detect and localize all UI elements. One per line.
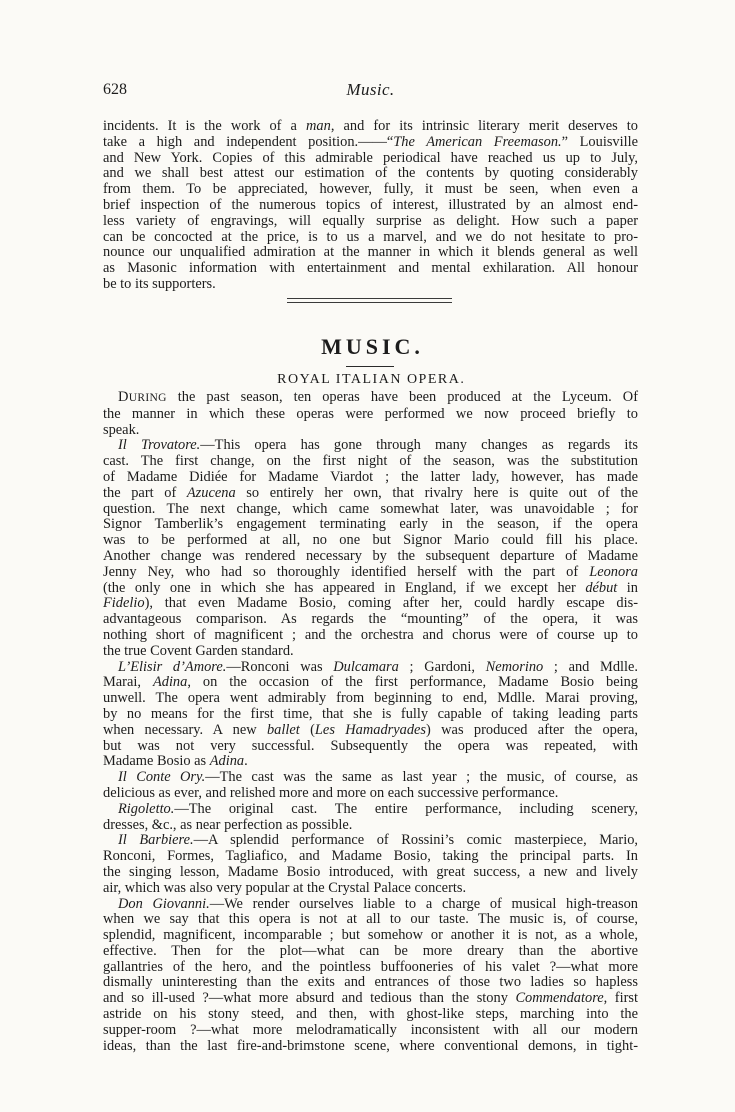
text-run: and so ill-used ?—what more absurd and tedious than the stony — [103, 990, 516, 1007]
text-run: when necessary. A new — [103, 721, 267, 738]
text-run: air, which was also very popular at the Crystal Palace concerts. — [103, 879, 467, 896]
text-run: the singing lesson, Madame Bosio introduced, with great success, a new and lively — [103, 863, 638, 880]
title-underline — [346, 366, 394, 367]
text-run: when we say that this opera is not at all to our taste. The music is, of course, — [103, 911, 638, 928]
text-line — [103, 454, 638, 470]
text-run: Ronconi, Formes, Tagliafico, and Madame Bosio, taking the principal parts. In — [103, 848, 638, 865]
text-line — [103, 166, 638, 182]
paragraph — [103, 438, 638, 659]
text-run: of Madame Didiée for Madame Viardot ; the latter lady, however, has made — [103, 468, 638, 485]
text-line — [103, 1039, 638, 1055]
text-run: ) was produced after the opera, — [426, 721, 639, 738]
text-run: and we shall best attest our estimation of the contents by quoting considerably — [103, 165, 638, 182]
text-run: ; and Mdlle. — [543, 658, 639, 675]
text-run: —We render ourselves liable to a charge of musical high-treason — [209, 895, 638, 912]
text-line — [103, 991, 638, 1007]
text-run: as Masonic information with entertainment and mental exhilaration. All honour — [103, 260, 638, 277]
text-run: (the only one in which she has appeared in England, if we except her — [103, 579, 586, 596]
small-caps-text: DURING — [118, 389, 167, 405]
running-header — [103, 81, 638, 101]
text-run: brief inspection of the numerous topics of interest, illustrated by an almost end- — [103, 196, 638, 213]
text-line — [103, 802, 638, 818]
text-line — [103, 833, 638, 849]
text-run: ( — [299, 721, 315, 738]
text-run: the part of — [103, 484, 187, 501]
text-line — [103, 581, 638, 597]
text-run: dismally uninteresting than the exits and entrances of those two ladies so hapless — [103, 974, 638, 991]
italic-text: Les Hamadryades — [314, 721, 427, 738]
text-run: delicious as ever, and relished more and more on each successive performance. — [103, 784, 559, 801]
text-line — [103, 897, 638, 913]
text-line — [103, 628, 638, 644]
text-run: unwell. The opera went admirably from beginning to end, Mdlle. Marai proving, — [103, 690, 638, 707]
text-line — [103, 214, 638, 230]
text-run: Madame Bosio as — [103, 753, 210, 770]
text-line — [103, 818, 638, 834]
text-run: . — [244, 753, 248, 770]
text-line — [103, 865, 638, 881]
text-run: but was not very successful. Subsequently the opera was repeated, with — [103, 737, 638, 754]
text-run: nounce our unqualified admiration at the manner in which it blends general as well — [103, 244, 638, 261]
text-run: , first — [603, 990, 638, 1007]
text-run: ; Gardoni, — [398, 658, 486, 675]
text-line — [103, 675, 638, 691]
opera-review-body — [103, 390, 638, 1054]
text-run: gallantries of the hero, and the pointless buffooneries of his valet ?—what more — [103, 958, 638, 975]
text-line — [103, 770, 638, 786]
italic-text: L’Elisir d’Amore. — [118, 658, 227, 675]
text-run: can be concocted at the price, is to us a marvel, and we do not hesitate to pro- — [103, 228, 638, 245]
text-line — [103, 596, 638, 612]
section-title: MUSIC. — [321, 334, 424, 359]
text-line — [103, 151, 638, 167]
text-run: the past season, ten operas have been produced at the Lyceum. Of — [166, 389, 638, 405]
text-run: take a high and independent position.——“ — [103, 133, 394, 150]
text-run: nothing short of magnificent ; and the orchestra and chorus were of course up to — [103, 626, 638, 643]
text-line — [103, 707, 638, 723]
review-paragraph — [103, 119, 638, 293]
italic-text: ballet — [266, 721, 300, 738]
text-line — [103, 849, 638, 865]
italic-text: man — [306, 118, 331, 134]
text-line — [103, 533, 638, 549]
text-line — [103, 612, 638, 628]
italic-text: Don Giovanni. — [118, 895, 210, 912]
italic-text: Azucena — [186, 484, 236, 501]
paragraph — [103, 833, 638, 896]
text-line — [103, 975, 638, 991]
italic-text: Il Barbiere. — [118, 832, 194, 849]
double-rule-divider — [287, 298, 452, 303]
text-run: and New York. Copies of this admirable periodical have reached us up to July, — [103, 149, 638, 166]
italic-text: Il Conte Ory. — [118, 769, 206, 786]
text-line — [103, 198, 638, 214]
text-line — [103, 517, 638, 533]
italic-text: Dulcamara — [333, 658, 399, 675]
italic-text: début — [585, 579, 618, 596]
italic-text: Rigoletto. — [118, 800, 175, 817]
text-run: by no means for the first time, that she is fully capable of taking leading parts — [103, 705, 638, 722]
text-line — [103, 928, 638, 944]
section-subtitle: ROYAL ITALIAN OPERA. — [277, 372, 466, 387]
text-run: Another change was rendered necessary by the subsequent departure of Madame — [103, 547, 638, 564]
text-run: splendid, magnificent, incomparable ; but somehow or another it is not, as a whole, — [103, 927, 638, 944]
text-run: astride on his stony steed, and then, with ghost-like steps, marching into the — [103, 1006, 638, 1023]
text-line — [103, 423, 638, 439]
text-line — [103, 135, 638, 151]
text-line — [103, 277, 638, 293]
italic-text: Nemorino — [485, 658, 544, 675]
paragraph — [103, 897, 638, 1055]
text-line — [103, 565, 638, 581]
text-line — [103, 1007, 638, 1023]
text-run: speak. — [103, 421, 140, 438]
text-line — [103, 549, 638, 565]
italic-text: The American Freemason. — [393, 133, 562, 150]
text-run: ideas, than the last fire-and-brimstone scene, where conventional demons, in tight- — [103, 1037, 638, 1054]
text-run: —This opera has gone through many changes as regards its — [200, 437, 638, 454]
italic-text: Il Trovatore. — [118, 437, 201, 454]
text-run: , and for its intrinsic literary merit deserves to — [330, 118, 638, 134]
text-line — [103, 944, 638, 960]
paragraph — [103, 770, 638, 802]
text-run: Jenny Ney, who had so thoroughly identified herself with the part of — [103, 563, 590, 580]
text-run: advantageous comparison. As regards the “mounting” of the opera, it was — [103, 611, 638, 628]
page-number: 628 — [103, 81, 127, 98]
text-run: Signor Tamberlik’s engagement terminating early in the season, if the opera — [103, 516, 638, 533]
text-run: the manner in which these operas were performed we now proceed briefly to — [103, 405, 638, 422]
text-line — [103, 245, 638, 261]
text-line — [103, 438, 638, 454]
text-run: —Ronconi was — [226, 658, 334, 675]
text-run: , on the occasion of the first performance, Madame Bosio being — [187, 674, 638, 691]
text-line — [103, 407, 638, 423]
italic-text: Leonora — [589, 563, 638, 580]
text-run: less variety of engravings, will equally surprise as delight. How such a paper — [103, 212, 638, 229]
text-run: in — [617, 579, 638, 596]
text-run: effective. Then for the plot—what can be more dreary than the abortive — [103, 942, 638, 959]
text-run: ” Louisville — [561, 133, 638, 150]
text-run: the true Covent Garden standard. — [103, 642, 294, 659]
text-line — [103, 502, 638, 518]
text-line — [103, 723, 638, 739]
text-line — [103, 1023, 638, 1039]
italic-text: Fidelio — [103, 595, 145, 612]
text-line — [103, 182, 638, 198]
text-line — [103, 644, 638, 660]
text-line — [103, 390, 638, 407]
italic-text: Adina — [152, 674, 188, 691]
text-run: Marai, — [103, 674, 153, 691]
text-line — [103, 230, 638, 246]
text-run: ), that even Madame Bosio, coming after her, could hardly escape dis- — [144, 595, 638, 612]
paragraph — [103, 390, 638, 438]
paragraph — [103, 802, 638, 834]
text-run: so entirely her own, that rivalry here is quite out of the — [235, 484, 638, 501]
text-line — [103, 261, 638, 277]
text-run: from them. To be appreciated, however, fully, it must be seen, when even a — [103, 181, 638, 198]
text-run: —The cast was the same as last year ; the music, of course, as — [205, 769, 638, 786]
text-line — [103, 739, 638, 755]
text-line — [103, 486, 638, 502]
italic-text: Commendatore — [515, 990, 604, 1007]
text-run: question. The next change, which came somewhat later, was unavoidable ; for — [103, 500, 638, 517]
text-run: was to be performed at all, no one but Signor Mario could fill his place. — [103, 532, 638, 549]
italic-text: Adina — [209, 753, 245, 770]
text-line — [103, 960, 638, 976]
running-title: Music. — [346, 80, 395, 99]
text-line — [103, 119, 638, 135]
text-line — [103, 786, 638, 802]
text-run: —The original cast. The entire performance, including scenery, — [174, 800, 638, 817]
text-run: dresses, &c., as near perfection as possible. — [103, 816, 353, 833]
text-line — [103, 754, 638, 770]
text-line — [103, 912, 638, 928]
paragraph — [103, 660, 638, 771]
text-line — [103, 470, 638, 486]
text-line — [103, 691, 638, 707]
text-line — [103, 881, 638, 897]
text-run: incidents. It is the work of a — [103, 118, 307, 134]
text-run: —A splendid performance of Rossini’s comic masterpiece, Mario, — [193, 832, 638, 849]
text-run: supper-room ?—what more melodramatically inconsistent with all our modern — [103, 1021, 638, 1038]
text-run: cast. The first change, on the first night of the season, was the substitution — [103, 453, 638, 470]
text-line — [103, 660, 638, 676]
text-run: be to its supporters. — [103, 275, 216, 292]
